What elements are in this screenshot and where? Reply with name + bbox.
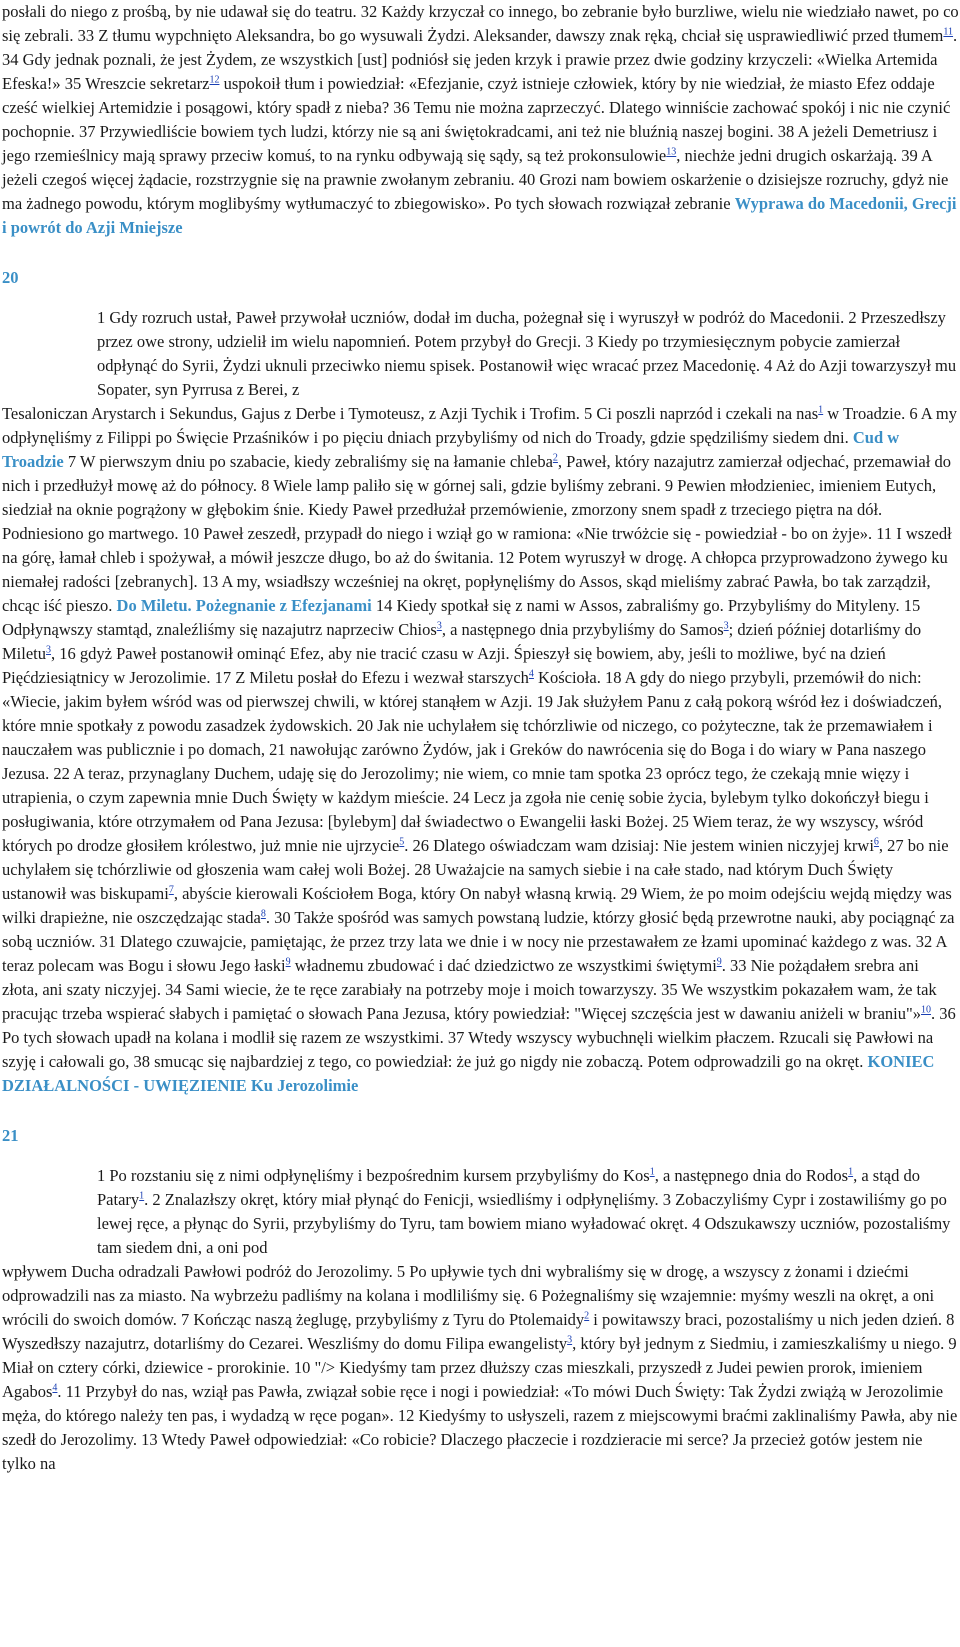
text-segment: uspokoił tłum i powiedział: «Efezjanie, czyż istnieje człowiek, który by nie wiedział, że miasto Efez oddaje cześć wielkiej Artemidzie i posągowi, który spadł z nieba? 36 Temu nie można zaprzeczyć. Dlatego winniście zachować spokój i nic nie czynić pochopnie. 37 Przywiedliście bowiem tych ludzi, którzy nie są ani świętokradcami, ani też nie bluźnią naszej bogini. 38 A jeżeli Demetriusz i jego rzemieślnicy mają sprawy przeciw komuś, to na rynku odbywają się sądy, są też prokonsulowie <box>2 74 951 165</box>
text-segment: , niechże jedni drugich oskarżają. 39 A jeżeli czegoś więcej żądacie, rozstrzygnie się na prawnie zwołanym zebraniu. 40 Grozi nam bowiem oskarżenie o dzisiejsze rozruchy, gdyż nie ma żadnego powodu, którym moglibyśmy wytłumaczyć to zbiegowisko». Po tych słowach rozwiązał zebranie <box>2 146 949 213</box>
footnote-link-11[interactable]: 11 <box>943 26 954 38</box>
footnote-link-3[interactable]: 3 <box>436 620 442 632</box>
paragraph-chapter-20-body <box>2 402 959 1098</box>
text-segment: 14 Kiedy spotkał się z nami w Assos, zabraliśmy go. Przybyliśmy do Mityleny. 15 Odpłynąwszy stamtąd, znaleźliśmy się nazajutrz naprzeciw Chios <box>2 596 921 639</box>
footnote-link-10[interactable]: 10 <box>921 1004 932 1016</box>
footnote-link-2[interactable]: 2 <box>552 452 558 464</box>
text-segment: . 30 Także spośród was samych powstaną ludzie, którzy głosić będą przewrotne nauki, aby pociągnąć za sobą uczniów. 31 Dlatego czuwajcie, pamiętając, że przez trzy lata we dnie i w nocy nie przestawałem ze łzami upominać każdego z was. 32 A teraz polecam was Bogu i słowu Jego łaski <box>2 908 955 975</box>
text-segment: . 34 Gdy jednak poznali, że jest Żydem, ze wszystkich [ust] podniósł się jeden krzyk i prawie przez dwie godziny krzyczeli: «Wielka Artemida Efeska!» 35 Wreszcie sekretarz <box>2 26 958 93</box>
footnote-link-3[interactable]: 3 <box>46 644 51 656</box>
text-segment: . 36 Po tych słowach upadł na kolana i modlił się razem ze wszystkimi. 37 Wtedy wszyscy wybuchnęli wielkim płaczem. Rzucali się Pawłowi na szyję i całowali go, 38 smucąc się najbardziej z tego, co powiedział: że już go nigdy nie zobaczą. Potem odprowadzili go na okręt. <box>2 1004 956 1071</box>
paragraph-chapter-19-end <box>2 0 959 240</box>
footnote-link-1[interactable]: 1 <box>649 1166 655 1178</box>
text-segment: . 2 Znalazłszy okręt, który miał płynąć do Fenicji, wsiedliśmy i odpłynęliśmy. 3 Zobaczyliśmy Cypr i zostawiliśmy go po lewej ręce, a płynąc do Syrii, przybyliśmy do Tyru, tam bowiem miano wyładować okręt. 4 Odszukawszy uczniów, pozostaliśmy tam siedem dni, a oni pod <box>97 1190 951 1257</box>
text-segment: i powitawszy braci, pozostaliśmy u nich jeden dzień. 8 Wyszedłszy nazajutrz, dotarliśmy do Cezarei. Weszliśmy do domu Filipa ewangelisty <box>2 1310 955 1353</box>
footnote-link-4[interactable]: 4 <box>528 668 534 680</box>
footnote-link-3[interactable]: 3 <box>723 620 729 632</box>
footnote-link-1[interactable]: 1 <box>139 1190 145 1202</box>
text-segment: , 16 gdyż Paweł postanowił ominąć Efez, aby nie tracić czasu w Azji. Śpieszył się bowiem, aby, jeśli to możliwe, być na dzień Pięćdziesiątnicy w Jerozolimie. 17 Z Miletu posłał do Efezu i wezwał starszych <box>2 644 886 687</box>
chapter-number-21: 21 <box>2 1126 19 1145</box>
text-segment: , który był jednym z Siedmiu, i zamieszkaliśmy u niego. 9 Miał on cztery córki, dziewice - prorokinie. 10 "/> Kiedyśmy tam przez dłuższy czas mieszkali, przyszedł z Judei pewien prorok, imieniem Agabos <box>2 1334 957 1401</box>
footnote-link-6[interactable]: 6 <box>873 836 879 848</box>
text-segment: 7 W pierwszym dniu po szabacie, kiedy zebraliśmy się na łamanie chleba <box>63 452 553 471</box>
text-segment: władnemu zbudować i dać dziedzictwo ze wszystkimi świętymi <box>290 956 717 975</box>
text-segment: ; dzień później dotarliśmy do Miletu <box>2 620 922 663</box>
footnote-link-1[interactable]: 1 <box>818 404 824 416</box>
footnote-link-9[interactable]: 9 <box>716 956 722 968</box>
text-segment: . 26 Dlatego oświadczam wam dzisiaj: Nie jestem winien niczyjej krwi <box>404 836 874 855</box>
text-segment: 1 Gdy rozruch ustał, Paweł przywołał uczniów, dodał im ducha, pożegnał się i wyruszył w podróż do Macedonii. 2 Przeszedłszy przez owe strony, udzielił im wielu napomnień. Potem przybył do Grecji. 3 Kiedy po trzymiesięcznym pobycie zamierzał odpłynąć do Syrii, Żydzi uknuli przeciwko niemu spisek. Postanowił więc wracać przez Macedonię. 4 Aż do Azji towarzyszył mu Sopater, syn Pyrrusa z Berei, z <box>97 308 957 399</box>
paragraph-chapter-21-body <box>2 1260 959 1476</box>
footnote-link-9[interactable]: 9 <box>285 956 291 968</box>
text-segment: , 27 bo nie uchylałem się tchórzliwie od głoszenia wam całej woli Bożej. 28 Uważajcie na samych siebie i na całe stado, nad którym Duch Święty ustanowił was biskupami <box>2 836 949 903</box>
text-segment: Kościoła. 18 A gdy do niego przybyli, przemówił do nich: «Wiecie, jakim byłem wśród was od pierwszej chwili, w której stanąłem w Azji. 19 Jak służyłem Panu z całą pokorą wśród łez i doświadczeń, które mnie spotkały z powodu zasadzek żydowskich. 20 Jak nie uchylałem się tchórzliwie od niczego, co pożyteczne, tak że przemawiałem i nauczałem was publicznie i po domach, 21 nawołując zarówno Żydów, jak i Greków do nawrócenia się do Boga i do wiary w Pana naszego Jezusa. 22 A teraz, przynaglany Duchem, udaję się do Jerozolimy; nie wiem, co mnie tam spotka 23 oprócz tego, że czekają mnie więzy i utrapienia, o czym zapewnia mnie Duch Święty w każdym mieście. 24 Lecz ja zgoła nie cenię sobie życia, bylebym tylko dokończył biegu i posługiwania, które otrzymałem od Pana Jezusa: [bylebym] dał świadectwo o Ewangelii łaski Bożej. 25 Wiem teraz, że wy wszyscy, wśród których po drodze głosiłem królestwo, już mnie nie ujrzycie <box>2 668 943 855</box>
text-segment: 1 Po rozstaniu się z nimi odpłynęliśmy i bezpośrednim kursem przybyliśmy do Kos <box>97 1166 650 1185</box>
footnote-link-8[interactable]: 8 <box>260 908 266 920</box>
footnote-link-1[interactable]: 1 <box>848 1166 854 1178</box>
footnote-link-3[interactable]: 3 <box>567 1334 573 1346</box>
text-segment: . 33 Nie pożądałem srebra ani złota, ani szaty niczyjej. 34 Sami wiecie, że te ręce zarabiały na potrzeby moje i moich towarzyszy. 35 We wszystkim pokazałem wam, że tak pracując trzeba wspierać słabych i pamiętać o słowach Pana Jezusa, który powiedział: "Więcej szczęścia jest w dawaniu aniżeli w braniu"» <box>2 956 937 1023</box>
section-heading-koniec-dzialalnosci: KONIEC DZIAŁALNOŚCI - UWIĘZIENIE Ku Jerozolimie <box>2 1052 935 1095</box>
footnote-link-2[interactable]: 2 <box>584 1310 590 1322</box>
section-heading-wyprawa: Wyprawa do Macedonii, Grecji i powrót do Azji Mniejsze <box>2 194 957 237</box>
text-segment: , Paweł, który nazajutrz zamierzał odjechać, przemawiał do nich i przedłużył mowę aż do północy. 8 Wiele lamp paliło się w górnej sali, gdzie byliśmy zebrani. 9 Pewien młodzieniec, imieniem Eutych, siedział na oknie pogrążony w głębokim śnie. Kiedy Paweł przedłużał przemówienie, zmorzony snem spadł z trzeciego piętra na dół. Podniesiono go martwego. 10 Paweł zeszedł, przypadł do niego i wziął go w ramiona: «Nie trwóżcie się - powiedział - bo on żyje». 11 I wszedł na górę, łamał chleb i spożywał, a mówił jeszcze długo, bo aż do świtania. 12 Potem wyruszył w drogę. A chłopca przyprowadzono żywego ku niemałej radości [zebranych]. 13 A my, wsiadłszy wcześniej na okręt, popłynęliśmy do Assos, skąd mieliśmy zabrać Pawła, bo tak zarządził, chcąc iść pieszo. <box>2 452 952 615</box>
paragraph-chapter-20-indented <box>97 306 959 402</box>
text-segment: , a następnego dnia przybyliśmy do Samos <box>441 620 724 639</box>
text-segment: wpływem Ducha odradzali Pawłowi podróż do Jerozolimy. 5 Po upływie tych dni wybraliśmy się w drogę, a wszyscy z żonami i dziećmi odprowadzili nas za miasto. Na wybrzeżu padliśmy na kolana i modliliśmy się. 6 Pożegnaliśmy się wzajemnie: myśmy weszli na okręt, a oni wrócili do swoich domów. 7 Kończąc naszą żeglugę, przybyliśmy z Tyru do Ptolemaidy <box>2 1262 935 1329</box>
text-segment: w Troadzie. 6 A my odpłynęliśmy z Filippi po Święcie Przaśników i po pięciu dniach przybyliśmy od nich do Troady, gdzie spędziliśmy siedem dni. <box>2 404 958 447</box>
section-heading-cud-w-troadzie: Cud w Troadzie <box>2 428 900 471</box>
footnote-link-7[interactable]: 7 <box>168 884 174 896</box>
text-segment: , abyście kierowali Kościołem Boga, który On nabył własną krwią. 29 Wiem, że po moim odejściu wejdą między was wilki drapieżne, nie oszczędzając stada <box>2 884 952 927</box>
paragraph-chapter-21-indented <box>97 1164 959 1260</box>
footnote-link-12[interactable]: 12 <box>209 74 220 86</box>
text-segment: , a stąd do Patary <box>97 1166 920 1209</box>
text-segment: Tesaloniczan Arystarch i Sekundus, Gajus z Derbe i Tymoteusz, z Azji Tychik i Trofim. 5 Ci poszli naprzód i czekali na nas <box>2 404 819 423</box>
text-segment: . 11 Przybył do nas, wziął pas Pawła, związał sobie ręce i nogi i powiedział: «To mówi Duch Święty: Tak Żydzi zwiążą w Jerozolimie męża, do którego należy ten pas, i wydadzą w ręce pogan». 12 Kiedyśmy to usłyszeli, razem z miejscowymi braćmi zaklinaliśmy Pawła, aby nie szedł do Jerozolimy. 13 Wtedy Paweł odpowiedział: «Co robicie? Dlaczego płaczecie i rozdzieracie mi serce? Ja przecież gotów jestem nie tylko na <box>2 1382 958 1473</box>
footnote-link-13[interactable]: 13 <box>666 146 677 158</box>
text-segment: posłali do niego z prośbą, by nie udawał się do teatru. 32 Każdy krzyczał co innego, bo zebranie było burzliwe, wielu nie wiedziało nawet, po co się zebrali. 33 Z tłumu wypchnięto Aleksandra, bo go wysuwali Żydzi. Aleksander, dawszy znak ręką, chciał się usprawiedliwić przed tłumem <box>2 2 959 45</box>
chapter-number-20: 20 <box>2 268 19 287</box>
section-heading-do-miletu: Do Miletu. Pożegnanie z Efezjanami <box>116 596 372 615</box>
footnote-link-5[interactable]: 5 <box>399 836 405 848</box>
footnote-link-4[interactable]: 4 <box>52 1382 58 1394</box>
text-segment: , a następnego dnia do Rodos <box>654 1166 849 1185</box>
